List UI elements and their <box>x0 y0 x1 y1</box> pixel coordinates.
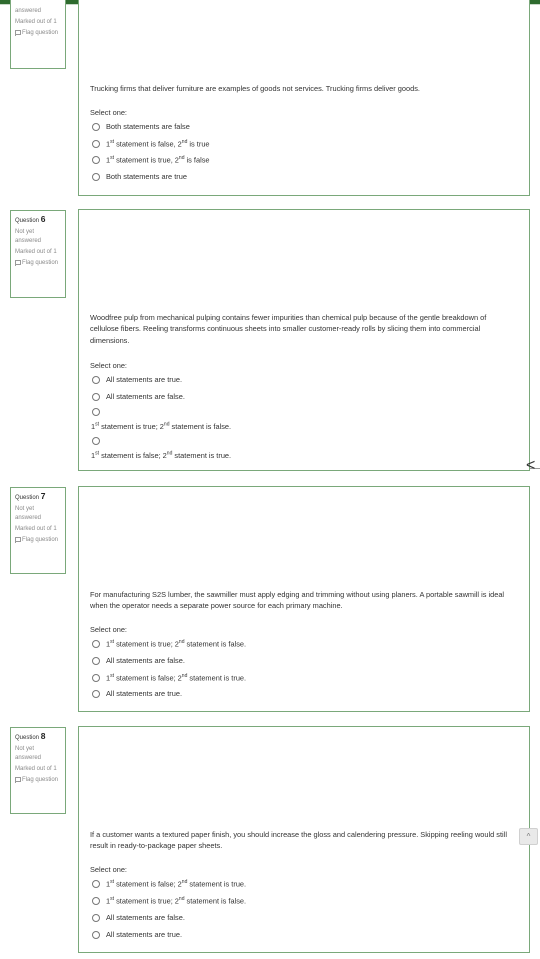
question-5-flag-button[interactable] <box>15 29 61 37</box>
question-7-text: For manufacturing S2S lumber, the sawmiller must apply edging and trimming without using planers. A portable sawmill is ideal when the operator needs a separate power source for each primary machine. <box>90 590 505 611</box>
question-label: Question <box>15 218 40 224</box>
question-6-option-a-label: All statements are true. <box>106 375 182 384</box>
question-8-status: Not yet answered <box>15 746 42 761</box>
question-7-info <box>10 487 66 574</box>
question-6-select-one: Select one: <box>90 361 127 370</box>
question-7-option-d[interactable] <box>92 689 182 698</box>
question-7-content <box>78 486 530 712</box>
radio-button[interactable] <box>92 408 100 416</box>
question-label: Question <box>15 495 40 501</box>
question-5-option-a-label: Both statements are false <box>106 122 190 131</box>
question-8-marked: Marked out of 1 <box>15 765 57 772</box>
question-6-info <box>10 210 66 298</box>
question-7-option-c-label: 1st statement is false; 2nd statement is true. <box>106 673 247 683</box>
question-7-option-d-label: All statements are true. <box>106 689 182 698</box>
scroll-to-top-button[interactable]: ^ <box>519 828 538 845</box>
question-5-flag-label: Flag question <box>22 30 59 37</box>
question-6-option-d[interactable] <box>92 437 231 460</box>
question-8-flag-button[interactable] <box>15 776 61 784</box>
question-7-flag-button[interactable] <box>15 536 61 544</box>
radio-button[interactable] <box>92 123 100 131</box>
radio-button[interactable] <box>92 674 100 682</box>
question-7-option-b-label: All statements are false. <box>106 656 185 665</box>
question-7-marked: Marked out of 1 <box>15 525 57 532</box>
question-5-option-a[interactable] <box>92 122 190 131</box>
question-8-flag-label: Flag question <box>22 776 59 783</box>
question-5-option-b[interactable] <box>92 139 210 148</box>
question-6-marked: Marked out of 1 <box>15 248 57 255</box>
question-6-option-b[interactable] <box>92 392 185 401</box>
question-7-option-b[interactable] <box>92 656 185 665</box>
question-7-status: Not yet answered <box>15 506 42 521</box>
question-6-option-c[interactable] <box>92 408 231 431</box>
question-5-option-c[interactable] <box>92 155 210 164</box>
radio-button[interactable] <box>92 880 100 888</box>
question-6-option-b-label: All statements are false. <box>106 392 185 401</box>
question-8-option-d-label: All statements are true. <box>106 930 182 939</box>
flag-icon <box>15 777 20 783</box>
radio-button[interactable] <box>92 173 100 181</box>
flag-icon <box>15 30 20 36</box>
question-8-option-d[interactable] <box>92 930 182 939</box>
radio-button[interactable] <box>92 931 100 939</box>
question-8-option-c-label: All statements are false. <box>106 913 185 922</box>
flag-icon <box>15 537 20 543</box>
question-6-content <box>78 209 530 471</box>
question-6-option-c-label: 1st statement is true; 2nd statement is false. <box>91 422 232 432</box>
question-5-text: Trucking firms that deliver furniture are examples of goods not services. Trucking firms deliver goods. <box>90 84 420 93</box>
radio-button[interactable] <box>92 393 100 401</box>
flag-icon <box>15 260 20 266</box>
radio-button[interactable] <box>92 690 100 698</box>
question-5-option-d[interactable] <box>92 172 187 181</box>
question-6-status: Not yet answered <box>15 229 42 244</box>
radio-button[interactable] <box>92 156 100 164</box>
question-6-option-d-label: 1st statement is false; 2nd statement is true. <box>91 451 232 461</box>
question-8-option-a[interactable] <box>92 879 246 888</box>
question-5-option-b-label: 1st statement is false, 2nd is true <box>106 139 210 149</box>
question-8-option-c[interactable] <box>92 913 185 922</box>
radio-button[interactable] <box>92 897 100 905</box>
radio-button[interactable] <box>92 914 100 922</box>
question-8-info <box>10 727 66 814</box>
question-8-option-b-label: 1st statement is true; 2nd statement is false. <box>106 896 247 906</box>
question-5-content <box>78 0 530 196</box>
radio-button[interactable] <box>92 657 100 665</box>
question-8-option-a-label: 1st statement is false; 2nd statement is true. <box>106 879 247 889</box>
radio-button[interactable] <box>92 437 100 445</box>
question-7-number <box>15 491 61 502</box>
question-5-info <box>10 0 66 69</box>
question-label: Question <box>15 735 40 741</box>
question-5-option-d-label: Both statements are true <box>106 172 187 181</box>
question-6-flag-label: Flag question <box>22 259 59 266</box>
radio-button[interactable] <box>92 640 100 648</box>
question-7-flag-label: Flag question <box>22 536 59 543</box>
drawer-toggle-chevron-left-icon[interactable]: < <box>526 457 536 474</box>
question-number: 7 <box>40 491 46 501</box>
question-8-text: If a customer wants a textured paper finish, you should increase the gloss and calendering pressure. Skipping reeling would still result in ready-to-package paper sheets. <box>90 830 507 851</box>
question-8-option-b[interactable] <box>92 896 246 905</box>
question-5-option-c-label: 1st statement is true, 2nd is false <box>106 155 210 165</box>
question-6-option-a[interactable] <box>92 375 182 384</box>
question-8-content <box>78 726 530 953</box>
question-6-flag-button[interactable] <box>15 259 61 267</box>
question-8-number <box>15 731 61 742</box>
question-7-option-c[interactable] <box>92 673 246 682</box>
question-number: 8 <box>40 731 46 741</box>
question-5-select-one: Select one: <box>90 108 127 117</box>
question-5-status: answered <box>15 8 42 14</box>
radio-button[interactable] <box>92 140 100 148</box>
question-8-select-one: Select one: <box>90 865 127 874</box>
question-5-marked: Marked out of 1 <box>15 19 57 26</box>
question-7-option-a-label: 1st statement is true; 2nd statement is false. <box>106 639 247 649</box>
question-7-select-one: Select one: <box>90 625 127 634</box>
question-7-option-a[interactable] <box>92 639 246 648</box>
radio-button[interactable] <box>92 376 100 384</box>
question-6-number <box>15 214 61 225</box>
question-number: 6 <box>40 214 46 224</box>
question-6-text: Woodfree pulp from mechanical pulping contains fewer impurities than chemical pulp because of the gentle breakdown of cellulose fibers. Reeling transforms continuous sheets into smaller customer-ready rolls by slicing them into commercial dimensions. <box>90 313 487 345</box>
